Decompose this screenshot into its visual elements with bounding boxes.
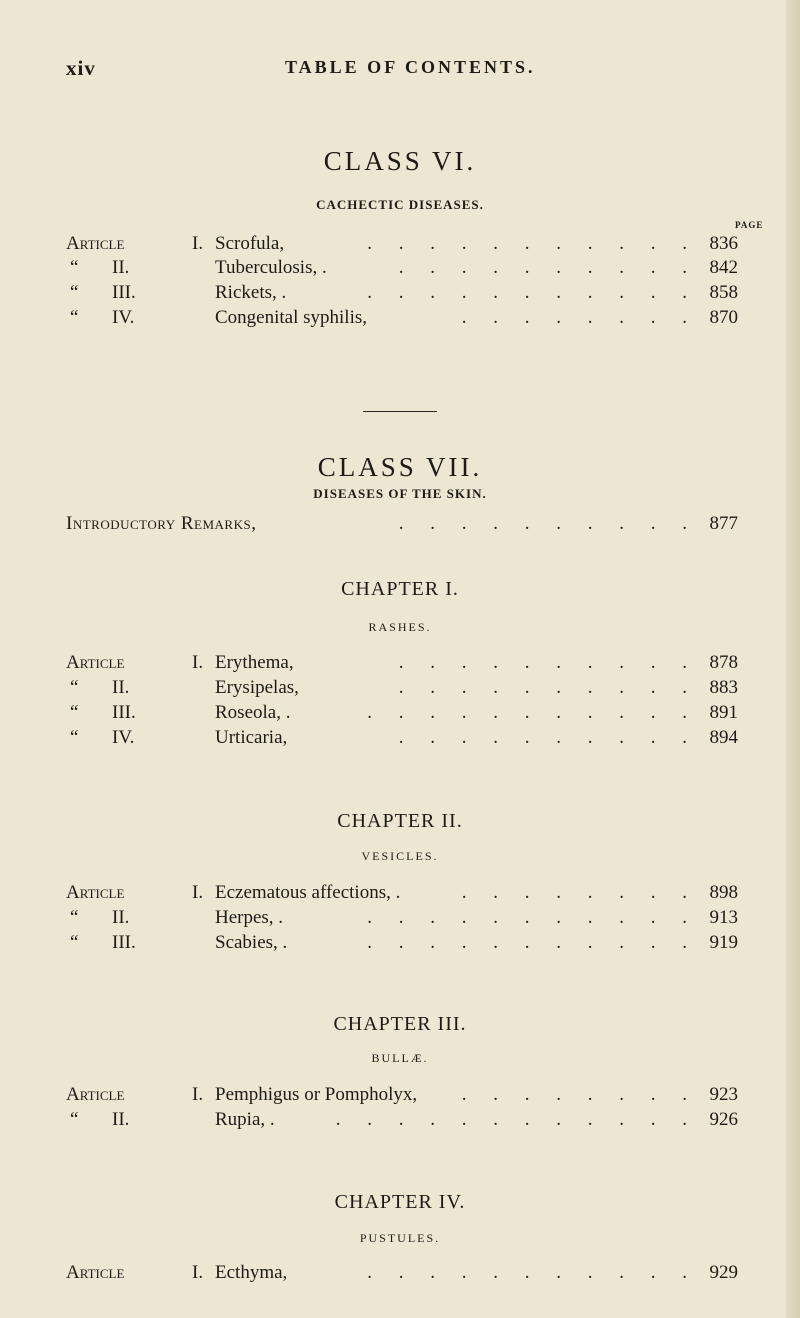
entry-page: 891 (709, 702, 738, 723)
toc-entry[interactable] (66, 281, 738, 305)
entry-page: 842 (709, 257, 738, 278)
entry-title: Eczematous affections, . (215, 882, 401, 903)
leader-dots: . . . . . . . . . . (398, 677, 698, 698)
ditto-mark: “ (70, 1109, 79, 1130)
leader-dots: . . . . . . . . (461, 1084, 698, 1105)
entry-page: 836 (709, 233, 738, 254)
entry-page: 858 (709, 282, 738, 303)
entry-title: Congenital syphilis, (215, 307, 367, 328)
entry-number: II. (112, 1109, 130, 1130)
leader-dots: . . . . . . . . . . (398, 257, 698, 278)
entry-number: I. (192, 882, 204, 903)
entry-page: 894 (709, 727, 738, 748)
entry-title: Erythema, (215, 652, 294, 673)
entry-title: Ecthyma, (215, 1262, 288, 1283)
chapter-title: CHAPTER I. (341, 578, 459, 600)
entry-title: Erysipelas, (215, 677, 299, 698)
entry-number: IV. (112, 307, 135, 328)
running-title: TABLE OF CONTENTS. (285, 57, 536, 77)
class-vi-subtitle: CACHECTIC DISEASES. (316, 197, 484, 212)
entry-title: Tuberculosis, . (215, 257, 327, 278)
leader-dots: . . . . . . . . . . . (367, 233, 698, 254)
toc-entry[interactable] (66, 676, 738, 700)
entry-title: Rupia, . (215, 1109, 275, 1130)
entry-title: Introductory Remarks, (66, 513, 257, 534)
section-divider (363, 411, 437, 412)
entry-number: III. (112, 282, 136, 303)
entry-title: Urticaria, (215, 727, 288, 748)
class-vii-subtitle: DISEASES OF THE SKIN. (313, 486, 487, 501)
ditto-mark: “ (70, 932, 79, 953)
chapter-subtitle: VESICLES. (361, 849, 439, 863)
entry-page: 926 (709, 1109, 738, 1130)
entry-number: I. (192, 652, 204, 673)
toc-entry[interactable] (66, 1261, 738, 1285)
leader-dots: . . . . . . . . (461, 882, 698, 903)
toc-entry[interactable] (66, 726, 738, 750)
entry-number: III. (112, 702, 136, 723)
leader-dots: . . . . . . . . . . . (367, 282, 698, 303)
page-column-label: PAGE (735, 220, 764, 230)
entry-number: II. (112, 677, 130, 698)
entry-title: Pemphigus or Pompholyx, (215, 1084, 418, 1105)
leader-dots: . . . . . . . . . . . (367, 702, 698, 723)
entry-page: 883 (709, 677, 738, 698)
toc-entry[interactable] (66, 701, 738, 725)
toc-entry[interactable] (66, 306, 738, 330)
entry-lead: Article (66, 1084, 125, 1105)
entry-lead: Article (66, 1262, 125, 1283)
toc-entry[interactable] (66, 232, 738, 256)
toc-entry[interactable] (66, 651, 738, 675)
chapter-title: CHAPTER II. (337, 810, 463, 832)
leader-dots: . . . . . . . . . . (398, 513, 698, 534)
ditto-mark: “ (70, 727, 79, 748)
entry-page: 913 (709, 907, 738, 928)
ditto-mark: “ (70, 907, 79, 928)
entry-number: II. (112, 257, 130, 278)
page-number: xiv (66, 56, 96, 80)
toc-entry[interactable] (66, 1083, 738, 1107)
toc-entry-intro[interactable] (66, 512, 738, 536)
entry-title: Rickets, . (215, 282, 287, 303)
entry-number: II. (112, 907, 130, 928)
entry-page: 878 (709, 652, 738, 673)
entry-title: Herpes, . (215, 907, 284, 928)
toc-entry[interactable] (66, 906, 738, 930)
entry-number: I. (192, 233, 204, 254)
chapter-subtitle: PUSTULES. (359, 1231, 441, 1245)
entry-page: 877 (709, 513, 738, 534)
entry-title: Scabies, . (215, 932, 288, 953)
ditto-mark: “ (70, 257, 79, 278)
chapter-title: CHAPTER IV. (334, 1191, 466, 1213)
leader-dots: . . . . . . . . . . (398, 652, 698, 673)
toc-entry[interactable] (66, 931, 738, 955)
entry-lead: Article (66, 652, 125, 673)
ditto-mark: “ (70, 307, 79, 328)
leader-dots: . . . . . . . . . . (398, 727, 698, 748)
entry-lead: Article (66, 882, 125, 903)
entry-page: 898 (709, 882, 738, 903)
entry-number: III. (112, 932, 136, 953)
class-vii-title: CLASS VII. (317, 452, 483, 482)
entry-page: 870 (709, 307, 738, 328)
toc-entry[interactable] (66, 256, 738, 280)
leader-dots: . . . . . . . . (461, 307, 698, 328)
entry-lead: Article (66, 233, 125, 254)
leader-dots: . . . . . . . . . . . (367, 932, 698, 953)
leader-dots: . . . . . . . . . . . . (335, 1109, 698, 1130)
entry-title: Roseola, . (215, 702, 291, 723)
entry-number: I. (192, 1262, 204, 1283)
entry-title: Scrofula, (215, 233, 285, 254)
toc-entry[interactable] (66, 881, 738, 905)
ditto-mark: “ (70, 677, 79, 698)
ditto-mark: “ (70, 702, 79, 723)
chapter-subtitle: BULLÆ. (371, 1051, 429, 1065)
entry-number: I. (192, 1084, 204, 1105)
ditto-mark: “ (70, 282, 79, 303)
entry-page: 923 (709, 1084, 738, 1105)
toc-entry[interactable] (66, 1108, 738, 1132)
chapter-subtitle: RASHES. (368, 620, 432, 634)
entry-page: 929 (709, 1262, 738, 1283)
entry-page: 919 (709, 932, 738, 953)
entry-number: IV. (112, 727, 135, 748)
class-vi-title: CLASS VI. (323, 146, 477, 176)
chapter-title: CHAPTER III. (333, 1013, 467, 1035)
leader-dots: . . . . . . . . . . . (367, 907, 698, 928)
leader-dots: . . . . . . . . . . . (367, 1262, 698, 1283)
